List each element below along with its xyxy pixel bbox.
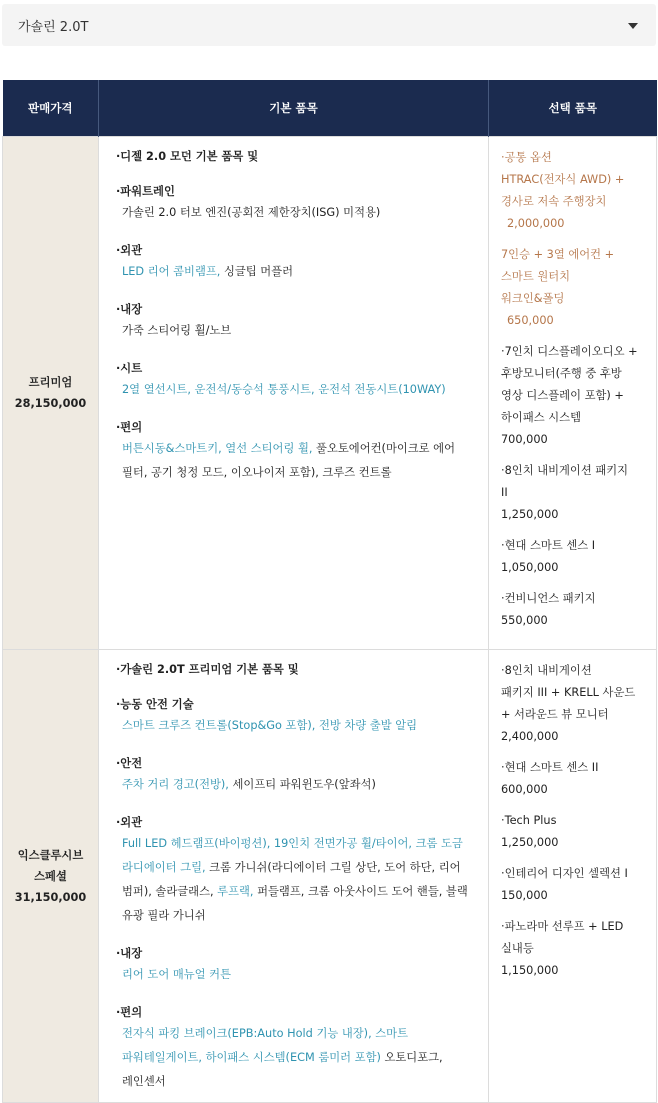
option-price: 1,250,000 xyxy=(501,508,559,521)
option-item xyxy=(501,757,652,801)
option-text: HTRAC(전자식 AWD) + xyxy=(501,173,625,186)
trim-name: 익스클루시브 xyxy=(17,848,84,862)
group-text: 세이프티 파워윈도우(앞좌석) xyxy=(228,778,376,791)
trim-price: 31,150,000 xyxy=(14,890,87,904)
group-text-highlight: LED 리어 콤비램프, xyxy=(122,265,221,278)
option-price: 1,050,000 xyxy=(501,561,559,574)
group-text: 퍼들램프, 크롬 아웃사이드 도어 핸들, 블랙 xyxy=(253,885,468,898)
option-text: 7인승 + 3열 에어컨 + xyxy=(501,248,615,261)
header-options: 선택 품목 xyxy=(489,80,657,137)
option-price: 700,000 xyxy=(501,433,548,446)
group-text-highlight: 스마트 크루즈 컨트롤(Stop&Go 포함), 전방 차량 출발 알림 xyxy=(122,719,418,732)
group-text-highlight: 파워테일게이트, 하이패스 시스템(ECM 룸미러 포함) xyxy=(122,1051,381,1064)
option-text: 패키지 III + KRELL 사운드 xyxy=(501,686,636,699)
option-text: ·7인치 디스플레이오디오 + xyxy=(501,345,638,358)
option-price: 2,000,000 xyxy=(507,217,565,230)
group-header: ·내장 xyxy=(116,303,143,316)
group-header: ·시트 xyxy=(116,362,143,375)
basic-intro: ·가솔린 2.0T 프리미엄 기본 품목 및 xyxy=(116,663,299,676)
group-header: ·편의 xyxy=(116,1006,143,1019)
option-item xyxy=(501,588,652,632)
options-cell xyxy=(489,137,657,650)
option-text: 후방모니터(주행 중 후방 xyxy=(501,367,622,380)
option-item xyxy=(501,863,652,907)
header-basic: 기본 품목 xyxy=(99,80,489,137)
option-text: ·8인치 내비게이션 xyxy=(501,664,592,677)
group-text: 레인센서 xyxy=(122,1075,166,1088)
group-text-highlight: Full LED 헤드램프(바이펑션), 19인치 전면가공 휠/타이어, 크롬 도금 xyxy=(122,837,463,850)
option-price: 550,000 xyxy=(501,614,548,627)
option-item xyxy=(501,916,652,982)
group-header: ·파워트레인 xyxy=(116,185,175,198)
option-item xyxy=(501,244,652,332)
option-item xyxy=(501,660,652,748)
option-item xyxy=(501,810,652,854)
option-text: 경사로 저속 주행장치 xyxy=(501,195,607,208)
group-text: 가죽 스티어링 휠/노브 xyxy=(122,324,232,337)
option-price: 150,000 xyxy=(501,889,548,902)
basic-intro: ·디젤 2.0 모던 기본 품목 및 xyxy=(116,150,259,163)
group-text: 유광 필라 가니쉬 xyxy=(122,909,206,922)
option-text: ·Tech Plus xyxy=(501,814,557,827)
group-text-highlight: 루프랙, xyxy=(217,885,254,898)
option-text: ·현대 스마트 센스 I xyxy=(501,539,596,552)
group-text: 오토디포그, xyxy=(380,1051,443,1064)
trim-name-line2: 스페셜 xyxy=(34,869,67,883)
group-text: 크롬 가니쉬(라디에이터 그릴 상단, 도어 하단, 리어 xyxy=(205,861,461,874)
trim-name-cell xyxy=(3,137,99,650)
group-text: 범퍼), 솔라글래스, xyxy=(122,885,218,898)
header-price: 판매가격 xyxy=(3,80,99,137)
option-text: ·컨비니언스 패키지 xyxy=(501,592,596,605)
group-header: ·편의 xyxy=(116,421,143,434)
table-row xyxy=(3,137,657,650)
trim-select[interactable] xyxy=(2,4,656,46)
table-header-row xyxy=(3,80,657,137)
option-item xyxy=(501,147,652,235)
option-text: II xyxy=(501,486,508,499)
option-price: 600,000 xyxy=(501,783,548,796)
option-text: ·파노라마 선루프 + LED xyxy=(501,920,624,933)
option-price: 650,000 xyxy=(507,314,554,327)
option-text: 실내등 xyxy=(501,942,534,955)
group-text: 싱글팁 머플러 xyxy=(220,265,294,278)
option-price: 1,150,000 xyxy=(501,964,559,977)
group-header: ·능동 안전 기술 xyxy=(116,698,194,711)
option-item xyxy=(501,460,652,526)
price-table xyxy=(2,80,657,1103)
group-text: 가솔린 2.0 터보 엔진(공회전 제한장치(ISG) 미적용) xyxy=(122,206,381,219)
group-text-highlight: 주차 거리 경고(전방), xyxy=(122,778,229,791)
group-text-highlight: 라디에이터 그릴, xyxy=(122,861,206,874)
table-row xyxy=(3,650,657,1103)
option-price: 1,250,000 xyxy=(501,836,559,849)
option-price: 2,400,000 xyxy=(501,730,559,743)
group-text-highlight: 전자식 파킹 브레이크(EPB:Auto Hold 기능 내장), 스마트 xyxy=(122,1027,409,1040)
group-header: ·안전 xyxy=(116,757,143,770)
option-text: 영상 디스플레이 포함) + xyxy=(501,389,624,402)
option-text: + 서라운드 뷰 모니터 xyxy=(501,708,609,721)
option-text: 워크인&폴딩 xyxy=(501,292,565,305)
option-text: 스마트 원터치 xyxy=(501,270,571,283)
option-text: ·공통 옵션 xyxy=(501,151,552,164)
group-text-highlight: 버튼시동&스마트키, 열선 스티어링 휠, xyxy=(122,442,313,455)
trim-price: 28,150,000 xyxy=(14,397,87,410)
basic-items-cell xyxy=(99,137,489,650)
basic-items-cell xyxy=(99,650,489,1103)
options-cell xyxy=(489,650,657,1103)
trim-name: 프리미엄 xyxy=(28,376,73,389)
trim-select-value: 가솔린 2.0T xyxy=(18,20,89,35)
group-text-highlight: 2열 열선시트, 운전석/동승석 통풍시트, 운전석 전동시트(10WAY) xyxy=(122,383,446,396)
option-item xyxy=(501,341,652,451)
trim-name-cell xyxy=(3,650,99,1103)
option-text: ·인테리어 디자인 셀렉션 I xyxy=(501,867,628,880)
group-header: ·외관 xyxy=(116,244,143,257)
option-text: 하이패스 시스템 xyxy=(501,411,581,424)
group-header: ·내장 xyxy=(116,947,143,960)
group-header: ·외관 xyxy=(116,816,143,829)
option-item xyxy=(501,535,652,579)
group-text: 풀오토에어컨(마이크로 에어 xyxy=(312,442,456,455)
option-text: ·8인치 내비게이션 패키지 xyxy=(501,464,629,477)
group-text-highlight: 리어 도어 매뉴얼 커튼 xyxy=(122,968,231,981)
option-text: ·현대 스마트 센스 II xyxy=(501,761,599,774)
chevron-down-icon[interactable] xyxy=(628,23,638,29)
group-text: 필터, 공기 청정 모드, 이오나이저 포함), 크루즈 컨트롤 xyxy=(122,466,392,479)
